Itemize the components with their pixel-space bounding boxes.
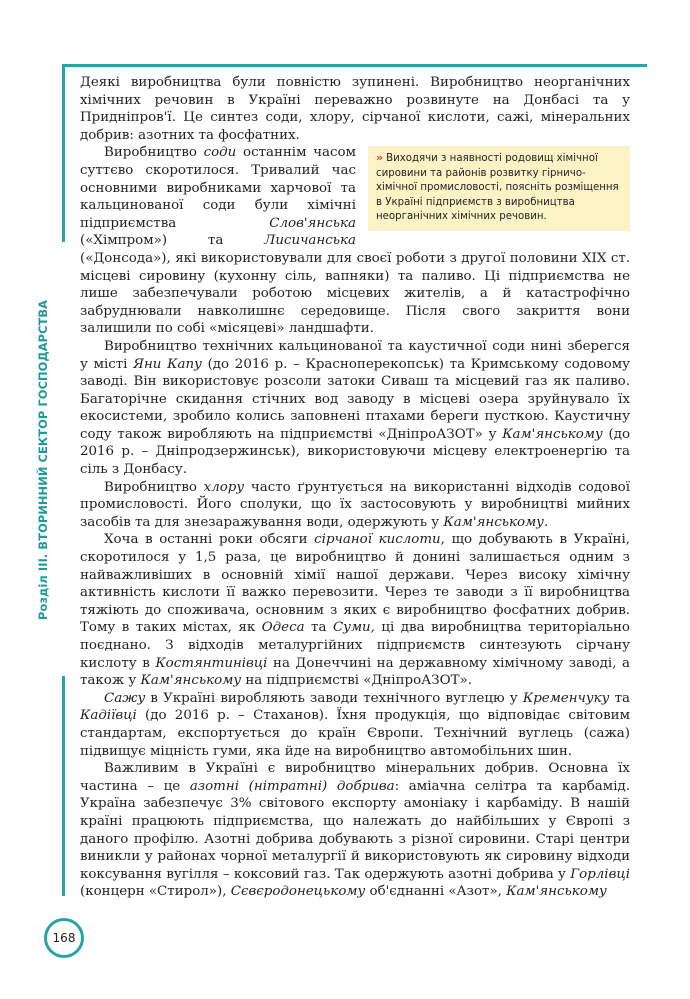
text-run: та xyxy=(304,620,333,636)
italic-term: хлору xyxy=(203,479,245,495)
text-run: (концерн «Стирол»), xyxy=(80,884,231,900)
italic-term: азотні (нітратні) добрива xyxy=(189,778,395,794)
text-run: ці два виробництва територіально поєднано. З відходів металургійних підприємств синтезують сірчану кислоту в xyxy=(80,620,630,671)
paragraph-intro xyxy=(80,74,630,144)
text-run: в Україні виробляють заводи технічного вуглецю у xyxy=(145,690,523,706)
text-run: на підприємстві «ДніпроАЗОТ». xyxy=(241,673,472,689)
text-run: останнім часом суттєво скоротилося. Тривалий час основними виробниками харчової та кальцинованої соди були хімічні підприємства xyxy=(80,145,357,231)
text-run: Виробництво технічних кальцинованої та каустичної соди нині зберегся у місті xyxy=(80,338,630,372)
italic-term: Слов'янська xyxy=(269,215,356,231)
text-run: Деякі виробництва були повністю зупинені. Виробництво неорганічних хімічних речовин в Україні переважно розвинуте на Донбасі та у Придніпров'ї. Це синтез соди, хлору, сірчаної кислоти, сажі, мінеральних добрив: азотних та фосфатних. xyxy=(80,75,630,143)
italic-term: Сажу xyxy=(104,690,146,706)
italic-term: Кадіївці xyxy=(80,708,137,724)
margin-rule-top xyxy=(62,64,65,242)
text-run: Виробництво xyxy=(104,145,204,161)
text-run: («Хімпром») та xyxy=(80,233,265,249)
header-rule xyxy=(62,64,647,67)
paragraph-fertilizers xyxy=(80,760,630,901)
text-run: Виробництво xyxy=(104,479,204,495)
italic-term: Кам'янському. xyxy=(443,514,549,530)
paragraph-carbon-black xyxy=(80,690,630,760)
section-label: Розділ ІІІ. ВТОРИННИЙ СЕКТОР ГОСПОДАРСТВА xyxy=(36,299,50,620)
margin-rule-bottom xyxy=(62,676,65,896)
text-run: на Донеччині на державному хімічному заводі, а також у xyxy=(80,655,631,689)
text-run: часто ґрунтується на використанні відходів содової промисловості. Його сполуки, що їх застосовують у виробництві мийних засобів та для знезаражування води, одержують у xyxy=(80,479,630,530)
paragraph-sulfuric-acid xyxy=(80,531,630,689)
italic-term: Кам'янському xyxy=(506,884,607,900)
text-run: Важливим в Україні є виробництво мінеральних добрив. Основна їх частина – це xyxy=(80,761,630,794)
italic-term: соди xyxy=(203,145,237,161)
italic-term: Костянтинівці xyxy=(155,655,268,671)
italic-term: сірчаної кислоти xyxy=(314,532,441,548)
italic-term: Кременчуку xyxy=(522,690,610,706)
italic-term: Одеса xyxy=(261,620,305,636)
text-run: («Донсода»), які використовували для своєї роботи з другої половини XIX ст. місцеві сировину (кухонну сіль, вапняки) та паливо. Ці підприємства не лише забезпечували роботою місцевих жителів, а й катастрофічно забруднювали навколишнє середовище. Після свого закриття вони залишили по собі «місяцеві» ландшафти. xyxy=(80,250,630,337)
callout-text: Виходячи з наявності родовищ хімічної сировини та районів розвитку гірничо-хімічної промисловості, поясніть розміщення в Україні підприємств з виробництва неорганічних хімічних речовин. xyxy=(376,153,619,223)
italic-term: Сєвєродонецькому xyxy=(230,884,366,900)
text-run: (до 2016 р. – Красноперекопськ) та Кримському содовому заводі. Він використовує розсоли затоки Сиваш та місцевий газ як паливо. Багаторічне скидання стічних вод заводу в місцеві озера зруйнувало їх екосистеми, зробило колись заповнені птахами береги пусткою. Каустичну соду також виробляють на підприємстві «ДніпроАЗОТ» у xyxy=(80,356,631,442)
task-callout xyxy=(368,146,630,231)
page-body xyxy=(80,74,630,901)
text-run: Хоча в останні роки обсяги xyxy=(104,532,315,548)
italic-term: Яни Капу xyxy=(133,356,202,372)
paragraph-technical-soda xyxy=(80,338,630,479)
text-run: та xyxy=(609,690,630,706)
page-number: 168 xyxy=(44,918,84,958)
text-run: , що добувають в Україні, скоротилося у 1,5 раза, це виробництво й донині залишається одним з найважливіших в основній хімії нашої держави. Через високу хімічну активність кислоти її важко перевозити. Через те заводи з її виробництва тяжіють до споживача, основним з яких є виробництво фосфатних добрив. Тому в таких містах, як xyxy=(80,532,630,636)
italic-term: Горлівці xyxy=(570,866,630,882)
text-run: об'єднанні «Азот», xyxy=(365,884,507,900)
italic-term: Кам'янському xyxy=(140,673,242,689)
italic-term: Суми, xyxy=(332,620,375,636)
double-chevron-right-icon: » xyxy=(376,151,384,165)
italic-term: Лисичанська xyxy=(264,233,356,249)
text-run: (до 2016 р. – Дніпродзержинськ), використовуючи місцеву електроенергію та сіль з Донбасу. xyxy=(80,426,631,478)
paragraph-chlorine xyxy=(80,479,630,532)
italic-term: Кам'янському xyxy=(502,426,603,442)
text-run: (до 2016 р. – Стаханов). Їхня продукція, що відповідає світовим стандартам, експортується до країн Європи. Технічний вуглець (сажа) підвищує міцність гуми, яка йде на виробництво автомобільних шин. xyxy=(80,708,630,759)
text-run: : аміачна селітра та карбамід. Україна забезпечує 3% світового експорту амоніаку і карбаміду. В нашій країні працюють підприємства, що належать до найбільших у Європі з даного профілю. Азотні добрива добувають з різної сировини. Старі центри виникли у районах чорної металургії й використовують як сировину відходи коксування вугілля – коксовий газ. Так одержують азотні добрива у xyxy=(80,778,630,882)
